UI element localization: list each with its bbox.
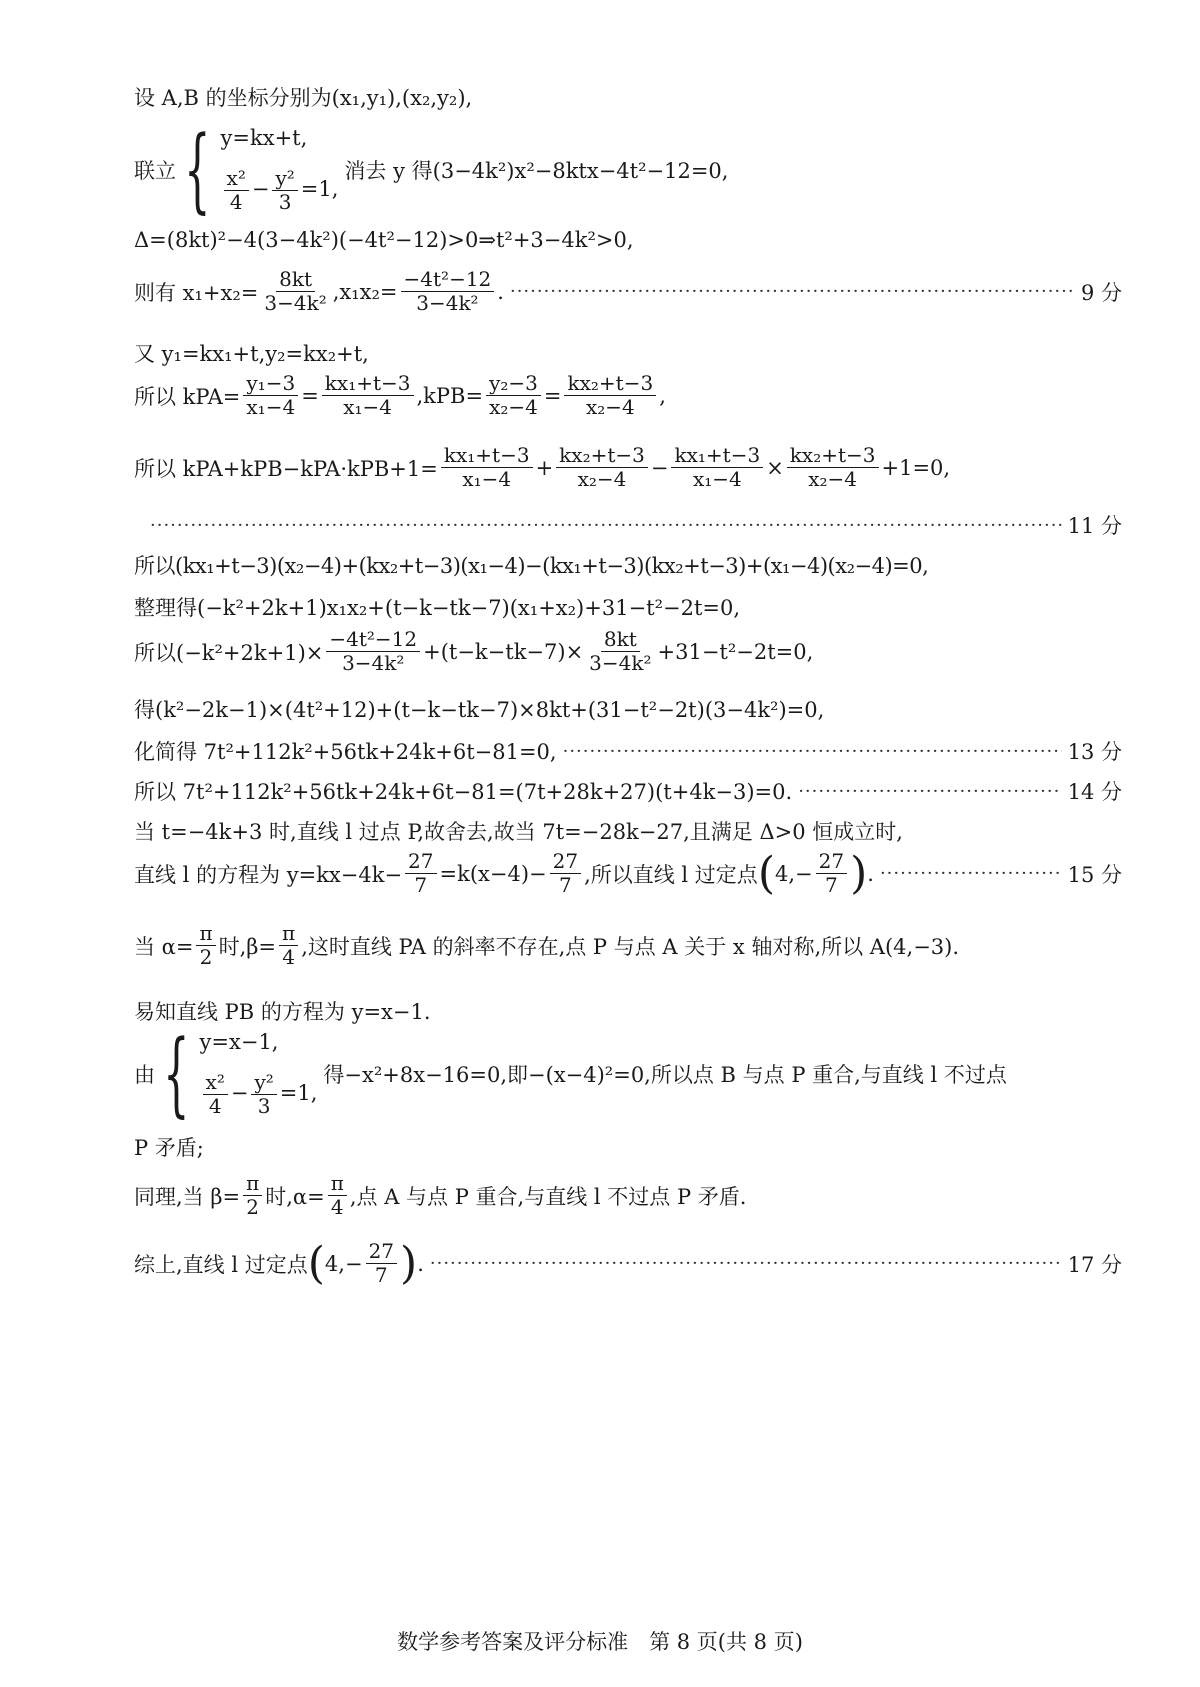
line-system-1: 联立 { y=kx+t, $\frac{\text{x²}}{4}$ − $\frac{\text{y²}}{3}$ =1, 消去 y 得(3−4k²)x²−8ktx−4t²−12=0, xyxy=(134,116,729,223)
score-leader-dots xyxy=(880,863,1062,884)
score-leader-dots xyxy=(563,741,1062,762)
line-discriminant: Δ=(8kt)²−4(3−4k²)(−4t²−12)>0⇒t²+3−4k²>0, xyxy=(134,228,634,252)
fraction: $\frac{8kt}{\text{3−4k²}}$ xyxy=(264,267,327,315)
fraction: $\frac{27}{7}$ xyxy=(550,850,581,897)
fraction: $\frac{\pi}{4}$ xyxy=(279,922,298,969)
score-leader-dots xyxy=(430,1253,1062,1274)
left-brace: { xyxy=(163,1020,190,1127)
fraction: $\frac{\text{y²}}{3}$ xyxy=(251,1071,276,1118)
line-y-substitution: 又 y₁=kx₁+t,y₂=kx₂+t, xyxy=(134,342,369,366)
fraction: $\frac{\text{x²}}{4}$ xyxy=(224,167,249,214)
line-score-11 xyxy=(150,510,1122,540)
fraction: $\frac{\text{kx₁+t−3}}{\text{x₁−4}}$ xyxy=(441,444,533,491)
fraction: $\frac{\text{y²}}{3}$ xyxy=(272,167,297,214)
fraction: $\frac{\text{y₂−3}}{\text{x₂−4}}$ xyxy=(486,372,541,419)
fraction: $\frac{27}{7}$ xyxy=(405,850,436,897)
line-factored: 所以 7t²+112k²+56tk+24k+6t−81=(7t+28k+27)(t+4k−3)=0. ····· 14 分 xyxy=(134,776,1122,806)
line-conclusion: 综上,直线 l 过定点 ( 4,− $\frac{27}{7}$ ) . ····· 17 分 xyxy=(134,1240,1122,1287)
equation-system: { y=x−1, $\frac{\text{x²}}{4}$ − $\frac{\text{y²}}{3}$ =1, xyxy=(163,1020,318,1127)
fraction: $\frac{27}{7}$ xyxy=(366,1240,397,1287)
score-mark: 11 分 xyxy=(1067,514,1122,538)
score-mark: 17 分 xyxy=(1067,1252,1122,1277)
fraction: $\frac{\text{−4t²−12}}{\text{3−4k²}}$ xyxy=(326,628,420,675)
line-case-discard: 当 t=−4k+3 时,直线 l 过点 P,故舍去,故当 7t=−28k−27,且满足 Δ>0 恒成立时, xyxy=(134,820,903,844)
fraction: $\frac{\text{kx₂+t−3}}{\text{x₂−4}}$ xyxy=(787,444,879,491)
equation-system: { y=kx+t, $\frac{\text{x²}}{4}$ − $\frac{\text{y²}}{3}$ =1, xyxy=(184,116,339,223)
line-system-2: 由 { y=x−1, $\frac{\text{x²}}{4}$ − $\frac{\text{y²}}{3}$ =1, 得−x²+8x−16=0,即−(x−4)²=0,所以点 B 与点 P 重合,与直线 l 不过点 xyxy=(134,1020,1007,1127)
line-contradiction: P 矛盾; xyxy=(134,1136,204,1160)
fraction: $\frac{\text{kx₂+t−3}}{\text{x₂−4}}$ xyxy=(556,444,648,491)
score-mark: 15 分 xyxy=(1067,862,1122,887)
line-special-case-alpha: 当 α= $\frac{\pi}{2}$ 时,β= $\frac{\pi}{4}$ ,这时直线 PA 的斜率不存在,点 P 与点 A 关于 x 轴对称,所以 A(4,−3). xyxy=(134,921,960,969)
line-vieta: 则有 x₁+x₂= $\frac{8kt}{\text{3−4k²}}$ ,x₁x₂= $\frac{\text{−4t²−12}}{\text{3−4k²}}$ . ····· 9 分 xyxy=(134,268,1122,315)
line-pb-equation: 易知直线 PB 的方程为 y=x−1. xyxy=(134,1000,431,1024)
line-slopes: 所以 kPA= $\frac{\text{y₁−3}}{\text{x₁−4}}$ = $\frac{\text{kx₁+t−3}}{\text{x₁−4}}$ ,kPB= $\frac{\text{y₂−3}}{\text{x₂−4}}$ = $\frac{\text{kx₂+t−3}}{\text{x₂−4}}$ , xyxy=(134,371,666,419)
fraction: $\frac{\text{x²}}{4}$ xyxy=(203,1071,228,1118)
fraction: $\frac{\text{kx₁+t−3}}{\text{x₁−4}}$ xyxy=(671,444,763,491)
fraction: $\frac{27}{7}$ xyxy=(816,850,847,897)
line-reduced: 化简得 7t²+112k²+56tk+24k+6t−81=0, ····· 13 分 xyxy=(134,736,1122,766)
line-special-case-beta: 同理,当 β= $\frac{\pi}{2}$ 时,α= $\frac{\pi}{4}$ ,点 A 与点 P 重合,与直线 l 不过点 P 矛盾. xyxy=(134,1171,747,1219)
score-leader-dots xyxy=(150,515,1062,536)
score-mark: 9 分 xyxy=(1080,280,1122,305)
line-substituted: 所以(−k²+2k+1)× $\frac{\text{−4t²−12}}{\text{3−4k²}}$ +(t−k−tk−7)× $\frac{8kt}{\text{3−4k²}}$ +31−t²−2t=0, xyxy=(134,627,814,675)
line-coordinates: 设 A,B 的坐标分别为(x₁,y₁),(x₂,y₂), xyxy=(134,86,473,110)
score-leader-dots xyxy=(798,781,1061,802)
score-leader-dots xyxy=(510,281,1075,302)
fraction: $\frac{\pi}{2}$ xyxy=(196,922,215,969)
score-mark: 14 分 xyxy=(1067,780,1122,804)
fraction: $\frac{\pi}{2}$ xyxy=(243,1172,262,1219)
line-expanded: 所以(kx₁+t−3)(x₂−4)+(kx₂+t−3)(x₁−4)−(kx₁+t−3)(kx₂+t−3)+(x₁−4)(x₂−4)=0, xyxy=(134,554,929,578)
line-fixed-point: 直线 l 的方程为 y=kx−4k− $\frac{27}{7}$ =k(x−4)− $\frac{27}{7}$ ,所以直线 l 过定点 ( 4,− $\frac{27}{7}$ ) . ····· 15 分 xyxy=(134,850,1122,897)
fraction: $\frac{\text{y₁−3}}{\text{x₁−4}}$ xyxy=(243,372,298,419)
score-mark: 13 分 xyxy=(1067,740,1122,764)
line-slope-sum: 所以 kPA+kPB−kPA·kPB+1= $\frac{\text{kx₁+t−3}}{\text{x₁−4}}$ + $\frac{\text{kx₂+t−3}}{\text{x₂−4}}$ − $\frac{\text{kx₁+t−3}}{\text{x₁−4}}$ × $\frac{\text{kx₂+t−3}}{\text{x₂−4}}$ +1=0, xyxy=(134,443,951,491)
fraction: $\frac{\pi}{4}$ xyxy=(328,1172,347,1219)
page-footer: 数学参考答案及评分标准 第 8 页(共 8 页) xyxy=(397,1630,803,1654)
fraction: $\frac{\text{−4t²−12}}{\text{3−4k²}}$ xyxy=(401,268,495,315)
line-simplified: 整理得(−k²+2k+1)x₁x₂+(t−k−tk−7)(x₁+x₂)+31−t²−2t=0, xyxy=(134,596,741,620)
left-brace: { xyxy=(184,116,211,223)
fraction: $\frac{\text{kx₁+t−3}}{\text{x₁−4}}$ xyxy=(322,372,414,419)
fraction: $\frac{8kt}{\text{3−4k²}}$ xyxy=(589,627,652,675)
fraction: $\frac{\text{kx₂+t−3}}{\text{x₂−4}}$ xyxy=(564,372,656,419)
line-multiplied: 得(k²−2k−1)×(4t²+12)+(t−k−tk−7)×8kt+(31−t²−2t)(3−4k²)=0, xyxy=(134,698,825,722)
